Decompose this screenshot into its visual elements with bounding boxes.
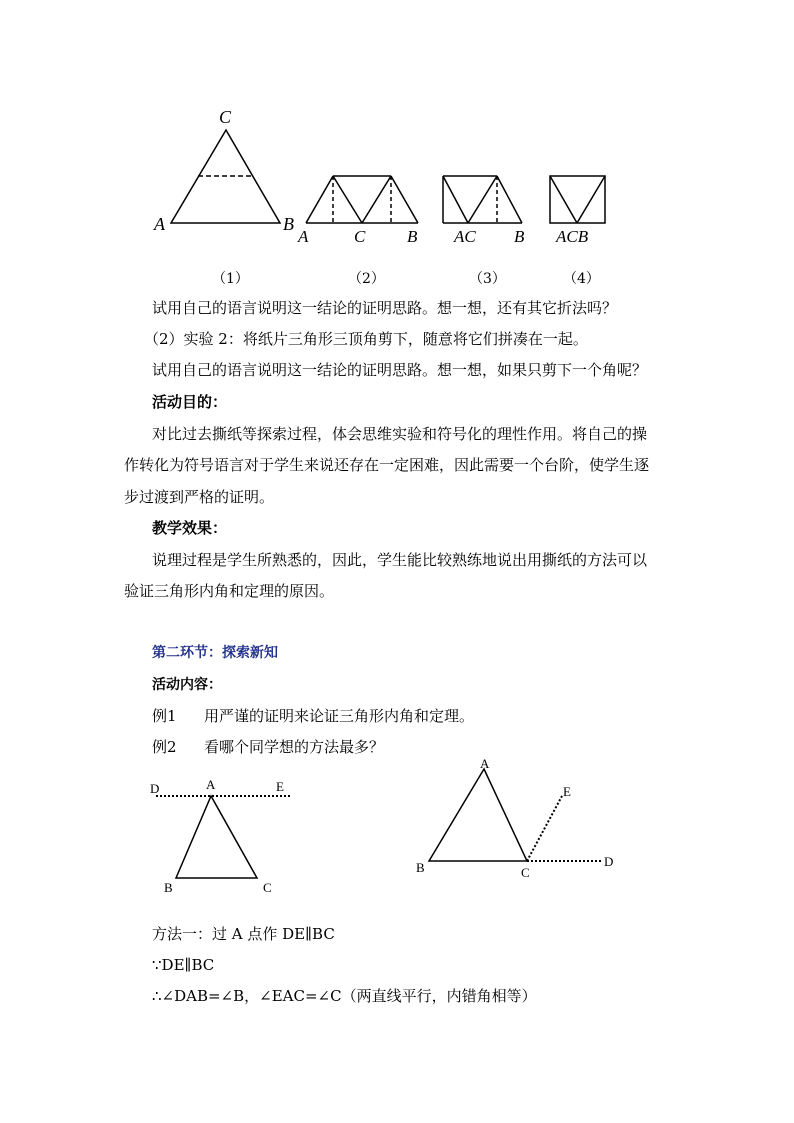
heading-activity-content: 活动内容： — [152, 677, 222, 693]
right-label-c: C — [521, 865, 530, 880]
figure-3-rectangle — [443, 176, 522, 223]
right-figure — [429, 769, 603, 861]
method-1-line-3: ∴∠DAB=∠B，∠EAC=∠C（两直线平行，内错角相等） — [152, 987, 537, 1005]
example-2-text: 看哪个同学想的方法最多？ — [204, 738, 385, 756]
fig2-label-a: A — [298, 227, 309, 246]
example-1-text: 用严谨的证明来论证三角形内角和定理。 — [204, 707, 475, 725]
fig1-label-b: B — [283, 214, 294, 234]
right-label-b: B — [416, 860, 425, 875]
section-heading: 第二环节：探索新知 — [152, 645, 278, 661]
proof-figures — [0, 750, 794, 920]
paragraph-4-line-1: 对比过去撕纸等探索过程，体会思维实验和符号化的理性作用。将自己的操 — [152, 425, 648, 443]
paragraph-4-line-3: 步过渡到严格的证明。 — [124, 488, 275, 506]
right-label-e: E — [563, 784, 571, 799]
left-label-c: C — [263, 880, 272, 895]
folding-figures — [0, 0, 794, 300]
paragraph-4-line-2: 作转化为符号语言对于学生来说还存在一定困难，因此需要一个台阶，使学生逐 — [124, 456, 650, 474]
heading-activity-purpose: 活动目的： — [152, 393, 228, 411]
figure-2-trapezoid — [306, 176, 418, 223]
caption-1: （1） — [212, 271, 249, 287]
paragraph-2: （2）实验 2：将纸片三角形三顶角剪下，随意将它们拼凑在一起。 — [144, 330, 588, 348]
caption-4: （4） — [563, 271, 600, 287]
figure-4-square — [550, 176, 605, 223]
right-label-d: D — [604, 854, 614, 869]
fig3-label-b: B — [514, 227, 525, 246]
caption-3: （3） — [469, 271, 506, 287]
heading-teaching-effect: 教学效果： — [152, 519, 228, 537]
example-1-label: 例1 — [152, 707, 177, 725]
paragraph-5-line-1: 说理过程是学生所熟悉的，因此，学生能比较熟练地说出用撕纸的方法可以 — [152, 551, 648, 569]
fig1-label-a: A — [154, 214, 165, 234]
fig2-label-b: B — [407, 227, 418, 246]
caption-2: （2） — [348, 271, 385, 287]
left-label-e: E — [276, 779, 284, 794]
method-1-line-1: 方法一：过 A 点作 DE∥BC — [152, 925, 335, 943]
paragraph-1: 试用自己的语言说明这一结论的证明思路。想一想，还有其它折法吗？ — [152, 299, 618, 317]
method-1-line-2: ∵DE∥BC — [152, 956, 215, 974]
fig4-label-acb: ACB — [556, 227, 589, 246]
left-figure — [156, 796, 290, 878]
left-label-d: D — [150, 781, 160, 796]
left-label-a: A — [206, 777, 216, 792]
left-label-b: B — [164, 880, 173, 895]
paragraph-5-line-2: 验证三角形内角和定理的原因。 — [124, 582, 335, 600]
paragraph-3: 试用自己的语言说明这一结论的证明思路。想一想，如果只剪下一个角呢？ — [152, 361, 648, 379]
example-2-label: 例2 — [152, 738, 177, 756]
figure-1-triangle — [171, 130, 280, 223]
fig3-label-ac: AC — [454, 227, 476, 246]
fig2-label-c: C — [354, 227, 366, 246]
right-label-a: A — [480, 756, 490, 771]
fig1-label-c: C — [219, 107, 232, 127]
